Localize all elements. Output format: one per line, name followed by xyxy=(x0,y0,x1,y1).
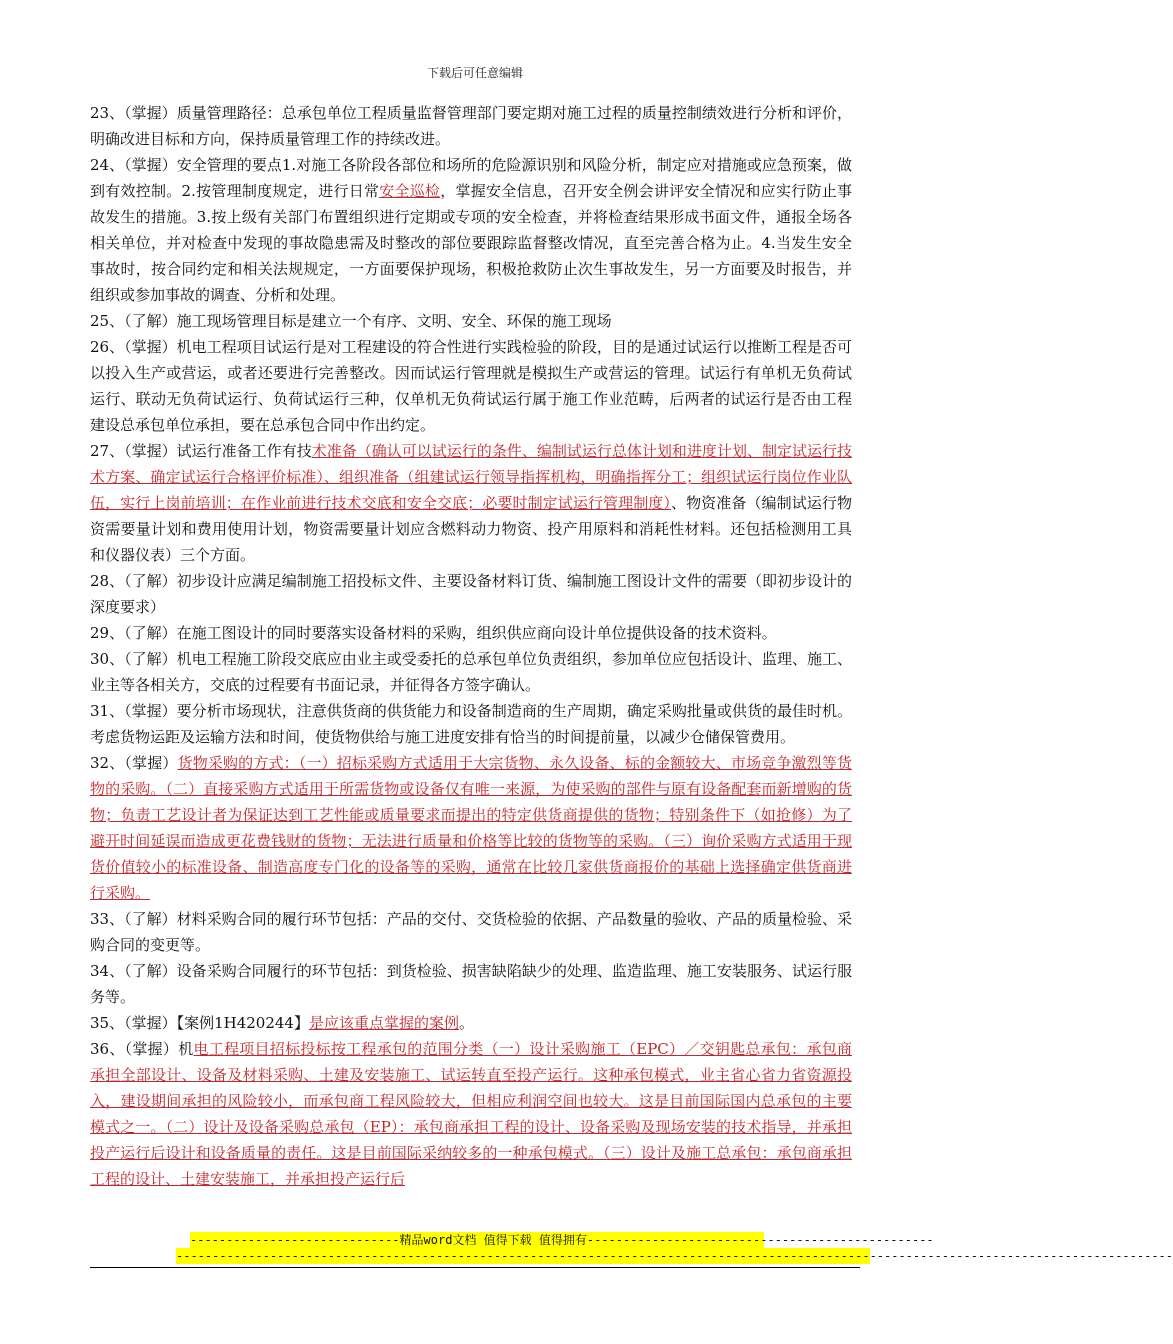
page-header: 下载后可任意编辑 xyxy=(426,66,523,80)
paragraph-item xyxy=(90,646,852,698)
highlighted-text: 电工程项目招标投标按工程承包的范围分类（一）设计采购施工（EPC）／交钥匙总承包：承包商承担全部设计、设备及材料采购、土建及安装施工、试运转直至投产运行。这种承包模式，业主省心省力省资源投入，建设期间承担的风险较小，而承包商工程风险较大，但相应利润空间也较大。这是目前国际国内总承包的主要模式之一。（二）设计及设备采购总承包（EP）：承包商承担工程的设计、设备采购及现场安装的技术指导，并承担投产运行后设计和设备质量的责任。这是目前国际采纳较多的一种承包模式。（三）设计及施工总承包：承包商承担工程的设计、土建安装施工，并承担投产运行后 xyxy=(90,1040,852,1188)
paragraph-text: 29、（了解）在施工图设计的同时要落实设备材料的采购，组织供应商向设计单位提供设备的技术资料。 xyxy=(90,624,777,642)
paragraph-text: 30、（了解）机电工程施工阶段交底应由业主或受委托的总承包单位负责组织，参加单位应包括设计、监理、施工、业主等各相关方，交底的过程要有书面记录，并征得各方签字确认。 xyxy=(90,650,852,694)
highlighted-text: 货物采购的方式：（一）招标采购方式适用于大宗货物、永久设备、标的金额较大、市场竞争激烈等货物的采购。（二）直接采购方式适用于所需货物或设备仅有唯一来源，为使采购的部件与原有设备配套而新增购的货物；负责工艺设计者为保证达到工艺性能或质量要求而提出的特定供货商提供的货物；特别条件下（如抢修）为了避开时间延误而造成更花费钱财的货物；无法进行质量和价格等比较的货物等的采购。（三）询价采购方式适用于现货价值较小的标准设备、制造高度专门化的设备等的采购，通常在比较几家供货商报价的基础上选择确定供货商进行采购。 xyxy=(90,754,852,902)
paragraph-text: 31、（掌握）要分析市场现状，注意供货商的供货能力和设备制造商的生产周期，确定采购批量或供货的最佳时机。考虑货物运距及运输方法和时间，使货物供给与施工进度安排有恰当的时间提前量，以减少仓储保管费用。 xyxy=(90,702,852,746)
highlighted-text: 术准备（确认可以试运行的条件、编制试运行总体计划和进度计划、制定试运行技术方案、确定试运行合格评价标准）、组织准备（组建试运行领导指挥机构，明确指挥分工；组织试运行岗位作业队伍，实行上岗前培训；在作业前进行技术交底和安全交底；必要时制定试运行管理制度） xyxy=(90,442,852,512)
paragraph-item xyxy=(90,100,852,152)
paragraph-text: 24、（掌握）安全管理的要点1.对施工各阶段各部位和场所的危险源识别和风险分析，制定应对措施或应急预案，做到有效控制。2.按管理制度规定，进行日常 xyxy=(90,156,852,200)
paragraph-text: 36、（掌握）机 xyxy=(90,1040,194,1058)
paragraph-item xyxy=(90,698,852,750)
paragraph-item xyxy=(90,438,852,568)
paragraph-item xyxy=(90,1010,852,1036)
paragraph-text: 28、（了解）初步设计应满足编制施工招投标文件、主要设备材料订货、编制施工图设计文件的需要（即初步设计的深度要求） xyxy=(90,572,852,616)
paragraph-text: 33、（了解）材料采购合同的履行环节包括：产品的交付、交货检验的依据、产品数量的验收、产品的质量检验、采购合同的变更等。 xyxy=(90,910,852,954)
footer-dashes: ------------------------------------------------------------------------------------------------------------------------------------------ xyxy=(176,1249,1173,1263)
paragraph-item xyxy=(90,620,852,646)
paragraph-text: 26、（掌握）机电工程项目试运行是对工程建设的符合性进行实践检验的阶段，目的是通过试运行以推断工程是否可以投入生产或营运，或者还要进行完善整改。因而试运行管理就是模拟生产或营运的管理。试运行有单机无负荷试运行、联动无负荷试运行、负荷试运行三种，仅单机无负荷试运行属于施工作业范畴，后两者的试运行是否由工程建设总承包单位承担，要在总承包合同中作出约定。 xyxy=(90,338,852,434)
page-footer xyxy=(90,1232,1173,1264)
paragraph-item xyxy=(90,334,852,438)
paragraph-item xyxy=(90,906,852,958)
paragraph-text: 27、（掌握）试运行准备工作有技 xyxy=(90,442,312,460)
paragraph-item xyxy=(90,568,852,620)
paragraph-item xyxy=(90,1036,852,1192)
paragraph-text: 25、（了解）施工现场管理目标是建立一个有序、文明、安全、环保的施工现场 xyxy=(90,312,612,330)
paragraph-item xyxy=(90,308,852,334)
paragraph-text: 32、（掌握） xyxy=(90,754,178,772)
paragraph-text: ，掌握安全信息，召开安全例会讲评安全情况和应实行防止事故发生的措施。3.按上级有关部门布置组织进行定期或专项的安全检查，并将检查结果形成书面文件，通报全场各相关单位，并对检查中发现的事故隐患需及时整改的部位要跟踪监督整改情况，直至完善合格为止。4.当发生安全事故时，按合同约定和相关法规规定，一方面要保护现场，积极抢救防止次生事故发生，另一方面要及时报告，并组织或参加事故的调查、分析和处理。 xyxy=(90,182,852,304)
paragraph-item xyxy=(90,958,852,1010)
paragraph-text: 。 xyxy=(459,1014,475,1032)
paragraph-item xyxy=(90,750,852,906)
paragraph-text: 35、（掌握）【案例1H420244】 xyxy=(90,1014,309,1032)
highlighted-text: 安全巡检 xyxy=(379,182,441,200)
document-body xyxy=(90,100,852,1192)
footer-divider xyxy=(90,1267,860,1268)
paragraph-text: 34、（了解）设备采购合同履行的环节包括：到货检验、损害缺陷缺少的处理、监造监理、施工安装服务、试运行服务等。 xyxy=(90,962,852,1006)
paragraph-item xyxy=(90,152,852,308)
highlighted-text: 是应该重点掌握的案例 xyxy=(308,1014,459,1032)
footer-banner: -----------------------------精品word文档 值得下载 值得拥有------------------------------------------------ xyxy=(190,1233,934,1247)
paragraph-text: 、物资准备（编制试运行物资需要量计划和费用使用计划，物资需要量计划应含燃料动力物资、投产用原料和消耗性材料。还包括检测用工具和仪器仪表）三个方面。 xyxy=(90,494,852,564)
paragraph-text: 23、（掌握）质量管理路径：总承包单位工程质量监督管理部门要定期对施工过程的质量控制绩效进行分析和评价，明确改进目标和方向，保持质量管理工作的持续改进。 xyxy=(90,104,852,148)
